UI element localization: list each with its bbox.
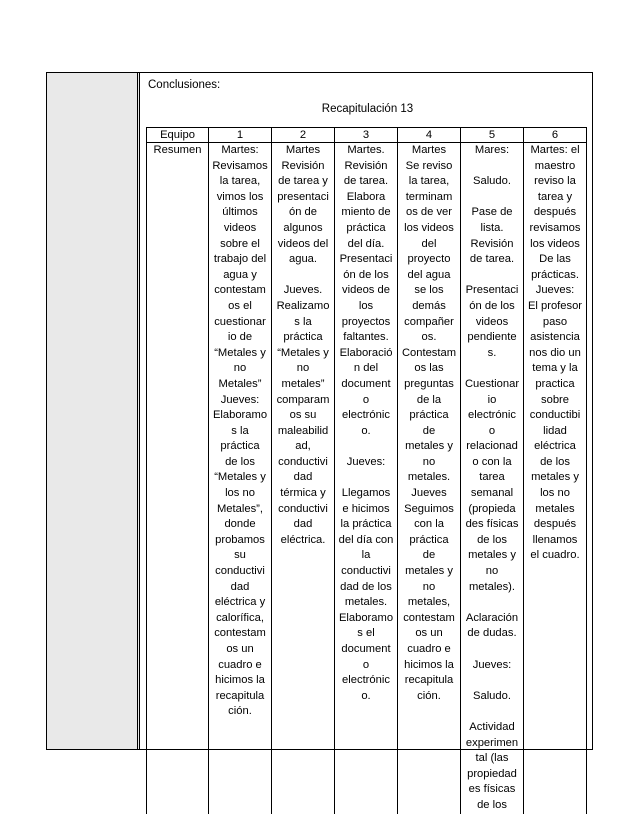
summary-team-1: Martes: Revisamos la tarea, vimos los últimos videos sobre el trabajo del agua y contestam os el cuestionar io de “Metales y no Metales” Jueves: Elaboramo s la práctica de los “Metales y los no Metales”, donde probamos su conductivi dad eléctrica y calorífica, contestam os un cuadro e hicimos la recapitula ción. <box>209 143 272 814</box>
header-team-4: 4 <box>398 128 461 143</box>
header-equipo: Equipo <box>147 128 209 143</box>
summary-team-5: Mares: Saludo. Pase de lista. Revisión de tarea. Presentaci ón de los videos pendiente s. Cuestionar io electrónic o relacionad o con la tarea semanal (propieda des físicas de los metales y no metales). Aclaración de dudas. Jueves: Saludo. Actividad experimen tal (las propiedad es físicas de los <box>461 143 524 814</box>
summary-team-2: Martes Revisión de tarea y presentaci ón de algunos videos del agua. Jueves. Realizamo s la práctica “Metales y no metales” comparam os su maleabilid ad, conductivi dad térmica y conductivi dad eléctrica. <box>272 143 335 814</box>
summary-team-6: Martes: el maestro reviso la tarea y después revisamos los videos De las prácticas. Jueves: El profesor paso asistencia nos dio un tema y la practica sobre conductibi lidad eléctrica de los metales y los no metales después llenamos el cuadro. <box>524 143 587 814</box>
table-row <box>147 143 587 814</box>
summary-team-3: Martes. Revisión de tarea. Elabora miento de práctica del día. Presentaci ón de los videos de los proyectos faltantes. Elaboració n del document o electrónic o. Jueves: Llegamos e hicimos la práctica del día con la conductivi dad de los metales. Elaboramo s el document o electrónic o. <box>335 143 398 814</box>
recap-table <box>146 127 587 814</box>
row-label-resumen: Resumen <box>147 143 209 814</box>
recap-title: Recapitulación 13 <box>321 103 414 115</box>
document-frame <box>46 72 593 811</box>
left-shaded-column <box>47 73 140 749</box>
summary-team-4: Martes Se reviso la tarea, terminam os de ver los videos del proyecto del agua se los demás compañer os. Contestam os las preguntas de la práctica de metales y no metales. Jueves Seguimos con la práctica de metales y no metales, contestam os un cuadro e hicimos la recapitula ción. <box>398 143 461 814</box>
content-cell <box>143 73 592 811</box>
header-team-2: 2 <box>272 128 335 143</box>
header-team-5: 5 <box>461 128 524 143</box>
header-team-3: 3 <box>335 128 398 143</box>
header-team-6: 6 <box>524 128 587 143</box>
table-header-row <box>147 128 587 143</box>
conclusions-heading: Conclusiones: <box>148 79 221 91</box>
header-team-1: 1 <box>209 128 272 143</box>
